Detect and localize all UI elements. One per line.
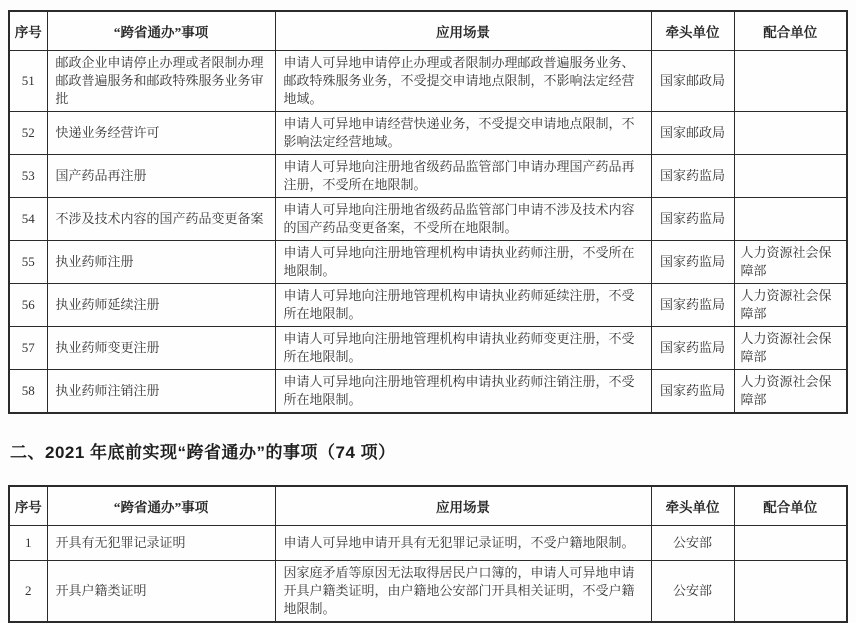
item-name-cell: 执业药师变更注册: [47, 327, 275, 370]
column-header-scenario: 应用场景: [275, 11, 651, 51]
scenario-cell: 申请人可异地向注册地管理机构申请执业药师注册，不受所在地限制。: [275, 241, 651, 284]
cross-province-items-table-51-58: [8, 10, 848, 414]
table-row: [9, 51, 847, 112]
row-number-cell: 2: [9, 561, 47, 623]
row-number-cell: 54: [9, 198, 47, 241]
support-unit-cell: 人力资源社会保障部: [734, 370, 847, 414]
support-unit-cell: 人力资源社会保障部: [734, 327, 847, 370]
scenario-cell: 申请人可异地申请停止办理或者限制办理邮政普遍服务业务、邮政特殊服务业务，不受提交申请地点限制，不影响法定经营地域。: [275, 51, 651, 112]
support-unit-cell: [734, 51, 847, 112]
table-header-row: [9, 11, 847, 51]
lead-unit-cell: 国家药监局: [651, 155, 734, 198]
column-header-item: “跨省通办”事项: [47, 486, 275, 526]
scenario-cell: 申请人可异地向注册地管理机构申请执业药师延续注册，不受所在地限制。: [275, 284, 651, 327]
scenario-cell: 申请人可异地申请经营快递业务，不受提交申请地点限制，不影响法定经营地域。: [275, 112, 651, 155]
row-number-cell: 56: [9, 284, 47, 327]
row-number-cell: 52: [9, 112, 47, 155]
table-row: [9, 112, 847, 155]
scenario-cell: 申请人可异地向注册地省级药品监管部门申请不涉及技术内容的国产药品变更备案，不受所在地限制。: [275, 198, 651, 241]
scenario-cell: 申请人可异地向注册地省级药品监管部门申请办理国产药品再注册，不受所在地限制。: [275, 155, 651, 198]
item-name-cell: 执业药师注销注册: [47, 370, 275, 414]
item-name-cell: 执业药师延续注册: [47, 284, 275, 327]
lead-unit-cell: 国家药监局: [651, 370, 734, 414]
row-number-cell: 51: [9, 51, 47, 112]
scenario-cell: 申请人可异地向注册地管理机构申请执业药师注销注册，不受所在地限制。: [275, 370, 651, 414]
row-number-cell: 53: [9, 155, 47, 198]
table-row: [9, 198, 847, 241]
support-unit-cell: [734, 112, 847, 155]
support-unit-cell: 人力资源社会保障部: [734, 284, 847, 327]
support-unit-cell: [734, 561, 847, 623]
column-header-lead-unit: 牵头单位: [651, 486, 734, 526]
lead-unit-cell: 国家邮政局: [651, 51, 734, 112]
row-number-cell: 1: [9, 526, 47, 561]
lead-unit-cell: 国家药监局: [651, 284, 734, 327]
support-unit-cell: [734, 155, 847, 198]
item-name-cell: 开具有无犯罪记录证明: [47, 526, 275, 561]
support-unit-cell: [734, 198, 847, 241]
table-row: [9, 327, 847, 370]
item-name-cell: 开具户籍类证明: [47, 561, 275, 623]
table-row: [9, 370, 847, 414]
row-number-cell: 58: [9, 370, 47, 414]
item-name-cell: 不涉及技术内容的国产药品变更备案: [47, 198, 275, 241]
column-header-support-unit: 配合单位: [734, 11, 847, 51]
column-header-no: 序号: [9, 11, 47, 51]
table-row: [9, 561, 847, 623]
lead-unit-cell: 公安部: [651, 526, 734, 561]
lead-unit-cell: 国家邮政局: [651, 112, 734, 155]
item-name-cell: 执业药师注册: [47, 241, 275, 284]
section-2-heading: 二、2021 年底前实现“跨省通办”的事项（74 项）: [10, 443, 396, 462]
lead-unit-cell: 国家药监局: [651, 198, 734, 241]
row-number-cell: 57: [9, 327, 47, 370]
table-row: [9, 241, 847, 284]
table-row: [9, 526, 847, 561]
table-header-row: [9, 486, 847, 526]
lead-unit-cell: 国家药监局: [651, 327, 734, 370]
lead-unit-cell: 国家药监局: [651, 241, 734, 284]
cross-province-items-table-1-2: [8, 485, 848, 623]
lead-unit-cell: 公安部: [651, 561, 734, 623]
table-row: [9, 155, 847, 198]
scenario-cell: 申请人可异地向注册地管理机构申请执业药师变更注册，不受所在地限制。: [275, 327, 651, 370]
column-header-lead-unit: 牵头单位: [651, 11, 734, 51]
scenario-cell: 因家庭矛盾等原因无法取得居民户口簿的，申请人可异地申请开具户籍类证明，由户籍地公安部门开具相关证明，不受户籍地限制。: [275, 561, 651, 623]
item-name-cell: 国产药品再注册: [47, 155, 275, 198]
row-number-cell: 55: [9, 241, 47, 284]
item-name-cell: 邮政企业申请停止办理或者限制办理邮政普遍服务和邮政特殊服务业务审批: [47, 51, 275, 112]
scenario-cell: 申请人可异地申请开具有无犯罪记录证明，不受户籍地限制。: [275, 526, 651, 561]
column-header-item: “跨省通办”事项: [47, 11, 275, 51]
support-unit-cell: [734, 526, 847, 561]
column-header-no: 序号: [9, 486, 47, 526]
column-header-support-unit: 配合单位: [734, 486, 847, 526]
column-header-scenario: 应用场景: [275, 486, 651, 526]
table-row: [9, 284, 847, 327]
support-unit-cell: 人力资源社会保障部: [734, 241, 847, 284]
item-name-cell: 快递业务经营许可: [47, 112, 275, 155]
